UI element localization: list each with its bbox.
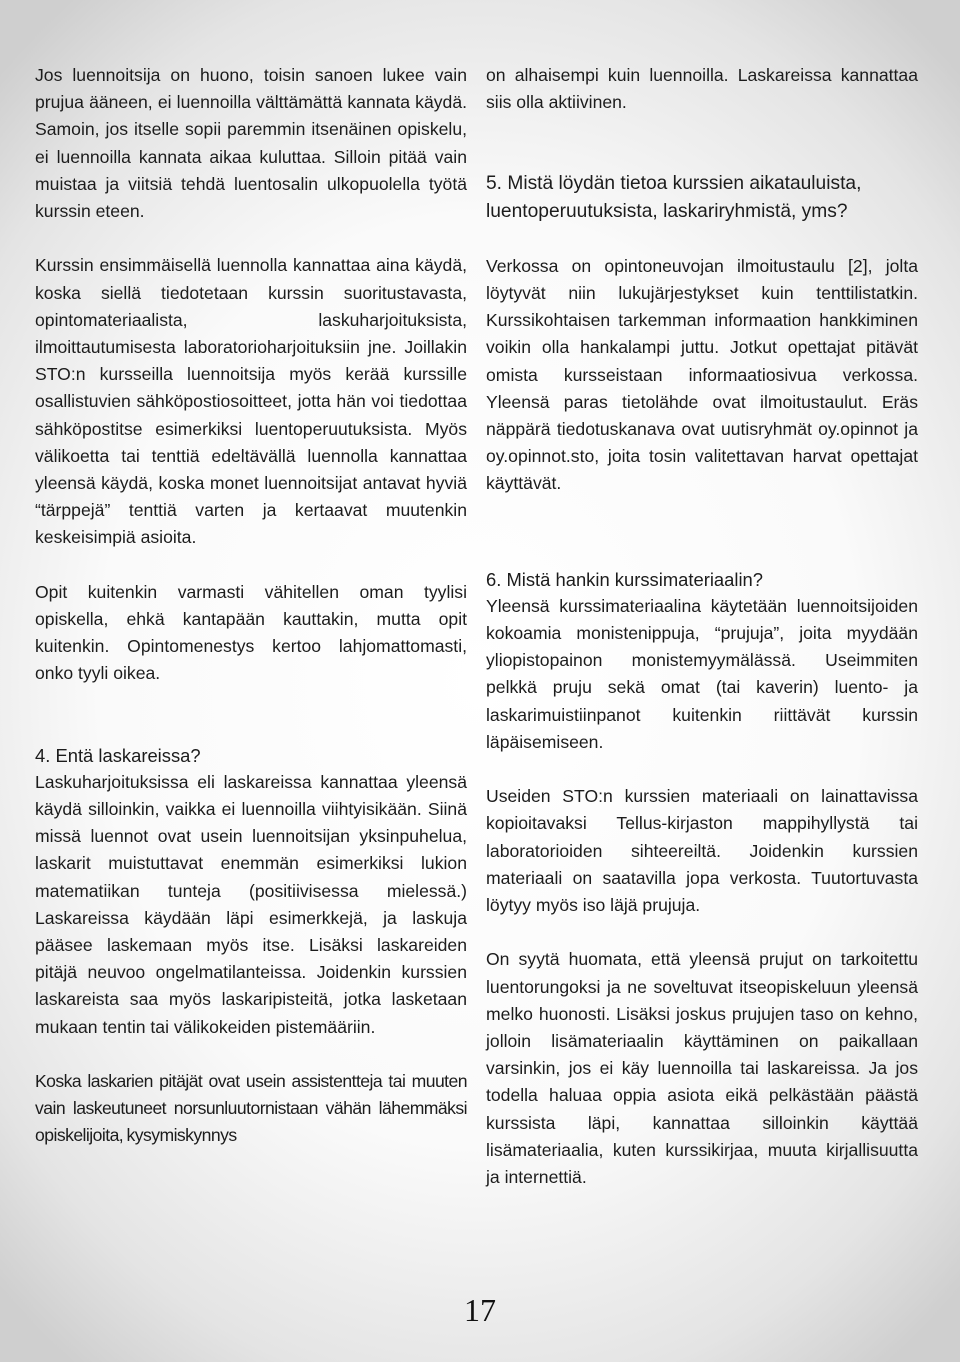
paragraph-first-lecture: Kurssin ensimmäisellä luennolla kannattaa aina käydä, koska siellä tiedotetaan kurssin suoritustavasta, opintomateriaalista, laskuharjoituksista, ilmoittautumisesta laboratorioharjoituksiin jne. Joillakin STO:n kursseilla luennoitsija myös kerää kurssille osallistuvien sähköpostiosoitteet, jotta hän voi tiedottaa sähköpostitse esimerkiksi luentoperuutuksista. Myös välikoetta tai tenttiä edeltävällä luennolla kannattaa yleensä käydä, koska monet luennoitsijat antavat hyviä “tärppejä” tenttiä varten ja kertaavat muutenkin keskeisimpiä asioita. — [35, 255, 467, 548]
right-column — [486, 62, 918, 1191]
heading-section-6: 6. Mistä hankin kurssimateriaalin? — [486, 568, 763, 590]
page-number: 17 — [464, 1292, 496, 1328]
paragraph-assistants: Koska laskarien pitäjät ovat usein assistentteja tai muuten vain laskeutuneet norsunluutornistaan vähän lähemmäksi opiskelijoita, kysymiskynnys — [35, 1071, 467, 1146]
paragraph-study-style: Opit kuitenkin varmasti vähitellen oman tyylisi opiskella, ehkä kantapään kauttakin, mutta opit kuitenkin. Opintomenestys kertoo lahjomattomasti, onko tyyli oikea. — [35, 581, 467, 684]
paragraph-exercise-sessions: Laskuharjoituksissa eli laskareissa kannattaa yleensä käydä silloinkin, vaikka ei luennoilla viihtyisikään. Siinä missä luennot ovat usein luennoitsijan yksinpuhelua, laskarit muistuttavat enemmän esimerkiksi lukion matematiikan tunteja (positiivisessa mielessä.) Laskareissa käydään läpi esimerkkejä, ja laskuja pääsee laskemaan myös itse. Lisäksi laskareiden pitäjä neuvoo ongelmatilanteissa. Joidenkin kurssien laskareista saa myös laskaripisteitä, jotka lasketaan mukaan tentin tai välikokeiden pistemääriin. — [35, 771, 467, 1037]
heading-section-4: 4. Entä laskareissa? — [35, 744, 201, 766]
left-column — [35, 62, 467, 1150]
heading-section-5 — [486, 170, 918, 224]
paragraph-course-material: Yleensä kurssimateriaalina käytetään luennoitsijoiden kokoamia monistenippuja, “prujuja”, joita myydään yliopistopainon monistemyymälässä. Useimmiten pelkkä pruju sekä omat (tai kaverin) luento- ja laskarimuistiinpanot kuitenkin riittävät kurssin läpäisemiseen. — [486, 595, 918, 752]
paragraph-material-locations: Useiden STO:n kurssien materiaali on lainattavissa kopioitavaksi Tellus-kirjaston mappihyllystä tai laboratorioiden sihteereiltä. Joidenkin kurssien materiaali on saatavilla jopa verkosta. Tuutortuvasta löytyy myös iso läjä prujuja. — [486, 786, 918, 916]
heading-section-5-line-1: 5. Mistä löydän tietoa kurssien aikatauluista, — [486, 173, 862, 195]
paragraph-lecture-attendance: Jos luennoitsija on huono, toisin sanoen lukee vain prujua ääneen, ei luennoilla välttämättä kannata käydä. Samoin, jos itselle sopii paremmin itsenäinen opiskelu, ei luennoilla kannata aikaa kuluttaa. Silloin pitää vain muistaa ja viitsiä tehdä luentosalin ulkopuolella työtä kurssin eteen. — [35, 65, 467, 222]
paragraph-schedule-info: Verkossa on opintoneuvojan ilmoitustaulu [2], jolta löytyvät niin lukujärjestykset kuin tenttilistatkin. Kurssikohtaisen tarkemman informaation hankkiminen voikin olla hankalampi juttu. Jotkut opettajat pitävät omista kursseistaan informaatiosivua verkossa. Yleensä paras tietolähde ovat ilmoitustaulut. Eräs näppärä tiedotuskanava ovat uutisryhmät oy.opinnot ja oy.opinnot.sto, joita tosin valitettavan harvat opettajat käyttävät. — [486, 255, 918, 494]
heading-section-5-line-2: luentoperuutuksista, laskariryhmistä, yms? — [486, 200, 848, 222]
paragraph-exercise-continued: on alhaisempi kuin luennoilla. Laskareissa kannattaa siis olla aktiivinen. — [486, 65, 918, 113]
paragraph-lecture-notes-quality: On syytä huomata, että yleensä prujut on tarkoitettu luentorungoksi ja ne soveltuvat itseopiskeluun yleensä melko huonosti. Lisäksi joskus prujujen taso on kehno, jolloin lisämateriaalin käyttäminen on paikallaan varsinkin, jos ei käy luennoilla tai laskareissa. Ja jos todella haluaa oppia asiota eikä pelkästään päästä kurssista läpi, kannattaa silloinkin käyttää lisämateriaalia, kuten kurssikirjaa, muuta kirjallisuutta ja internettiä. — [486, 949, 918, 1188]
